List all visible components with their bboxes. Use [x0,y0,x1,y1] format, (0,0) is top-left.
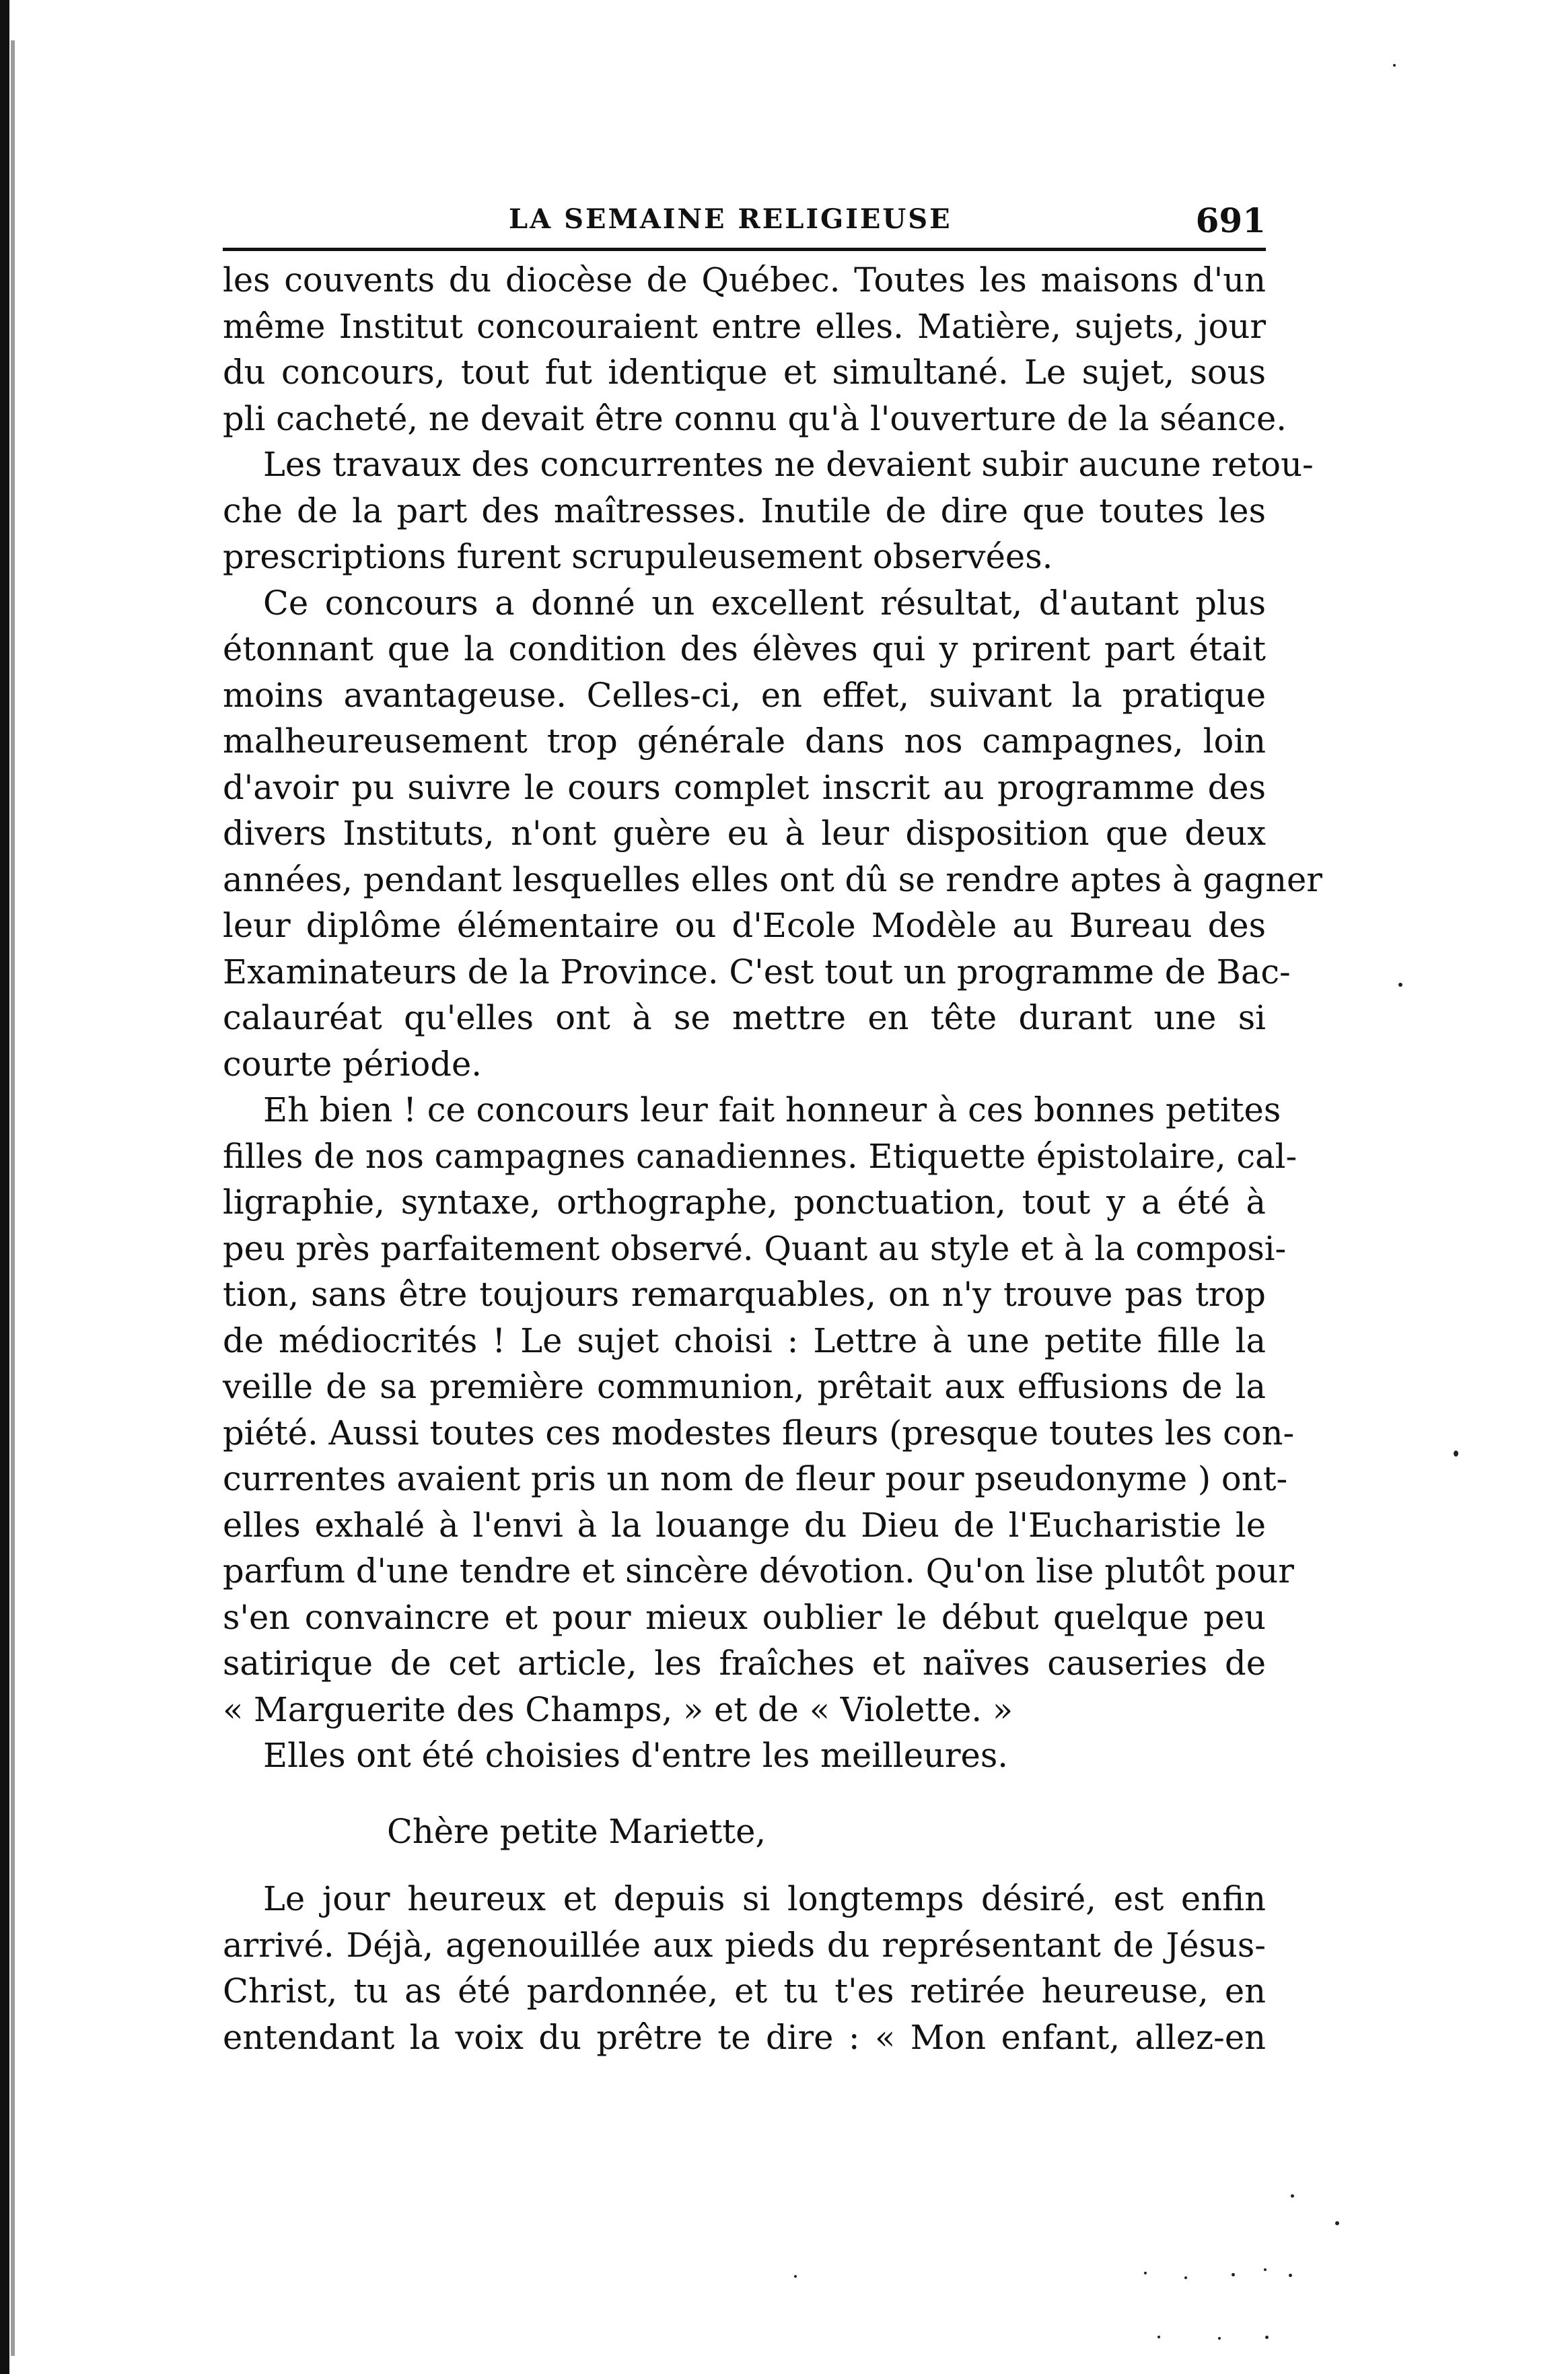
text-line: tion, sans être toujours remarquables, on n'y trouve pas trop [223,1275,1266,1314]
running-title: LA SEMAINE RELIGIEUSE [509,203,952,235]
binding-shadow [11,40,15,2356]
text-line: d'avoir pu suivre le cours complet inscrit au programme des [223,767,1266,807]
text-line: Eh bien ! ce concours leur fait honneur à ces bonnes petites [263,1090,1281,1129]
text-line: les couvents du diocèse de Québec. Toutes les maisons d'un [223,260,1266,300]
text-line: même Institut concouraient entre elles. Matière, sujets, jour [223,306,1266,346]
text-line: Ce concours a donné un excellent résultat, d'autant plus [263,583,1266,623]
text-line: arrivé. Déjà, agenouillée aux pieds du représentant de Jésus- [223,1925,1266,1965]
scan-speck [1335,2221,1339,2225]
text-line: pli cacheté, ne devait être connu qu'à l'ouverture de la séance. [223,398,1287,438]
page-number: 691 [1195,201,1266,240]
page-header [223,201,1266,241]
scan-speck [1265,2336,1269,2339]
text-line: de médiocrités ! Le sujet choisi : Lettre à une petite fille la [223,1321,1266,1360]
text-line: « Marguerite des Champs, » et de « Violette. » [223,1689,1013,1729]
text-line: parfum d'une tendre et sincère dévotion. Qu'on lise plutôt pour [223,1551,1294,1591]
text-line: filles de nos campagnes canadiennes. Etiquette épistolaire, cal- [223,1136,1297,1176]
letter-salutation: Chère petite Mariette, [387,1812,767,1851]
text-line: calauréat qu'elles ont à se mettre en tête durant une si [223,998,1266,1037]
text-line: leur diplôme élémentaire ou d'Ecole Modèle au Bureau des [223,906,1266,945]
text-line: s'en convaincre et pour mieux oublier le début quelque peu [223,1597,1266,1637]
text-line: entendant la voix du prêtre te dire : « Mon enfant, allez-en [223,2017,1266,2057]
text-line: peu près parfaitement observé. Quant au style et à la composi- [223,1228,1287,1268]
scan-speck [1291,2194,1294,2198]
scan-speck [1232,2273,1235,2276]
text-line: étonnant que la condition des élèves qui y prirent part était [223,629,1266,668]
scan-speck [1264,2268,1267,2271]
text-line: Le jour heureux et depuis si longtemps désiré, est enfin [263,1879,1266,1918]
scan-speck [1184,2276,1187,2279]
scan-speck [1454,1451,1458,1457]
text-line: années, pendant lesquelles elles ont dû se rendre aptes à gagner [223,860,1322,899]
text-line: piété. Aussi toutes ces modestes fleurs (presque toutes les con- [223,1413,1295,1453]
text-line: Elles ont été choisies d'entre les meilleures. [263,1736,1008,1775]
text-line: currentes avaient pris un nom de fleur pour pseudonyme ) ont- [223,1459,1288,1498]
scan-speck [1393,64,1396,67]
scan-speck [794,2275,797,2278]
text-line: malheureusement trop générale dans nos campagnes, loin [223,722,1266,761]
scan-speck [1144,2272,1147,2274]
header-rule [223,248,1266,251]
text-line: courte période. [223,1044,482,1084]
scan-speck [1157,2336,1160,2338]
text-line: du concours, tout fut identique et simultané. Le sujet, sous [223,353,1266,392]
text-line: veille de sa première communion, prêtait aux effusions de la [223,1367,1266,1406]
text-line: divers Instituts, n'ont guère eu à leur disposition que deux [223,814,1266,853]
text-line: Examinateurs de la Province. C'est tout un programme de Bac- [223,952,1291,991]
text-line: che de la part des maîtresses. Inutile de dire que toutes les [223,491,1266,530]
text-line: prescriptions furent scrupuleusement observées. [223,537,1053,576]
binding-edge [0,0,9,2374]
text-line: ligraphie, syntaxe, orthographe, ponctuation, tout y a été à [223,1183,1266,1222]
text-line: moins avantageuse. Celles-ci, en effet, suivant la pratique [223,675,1266,715]
text-line: elles exhalé à l'envi à la louange du Dieu de l'Eucharistie le [223,1505,1266,1545]
letter-body [223,1876,1266,2060]
text-line: Christ, tu as été pardonnée, et tu t'es retirée heureuse, en [223,1971,1266,2011]
text-line: Les travaux des concurrentes ne devaient subir aucune retou- [263,445,1314,484]
scan-speck [1398,983,1402,987]
text-line: satirique de cet article, les fraîches et naïves causeries de [223,1644,1266,1683]
scan-speck [1289,2274,1292,2277]
body-text [223,257,1322,1779]
scan-speck [1218,2337,1221,2340]
